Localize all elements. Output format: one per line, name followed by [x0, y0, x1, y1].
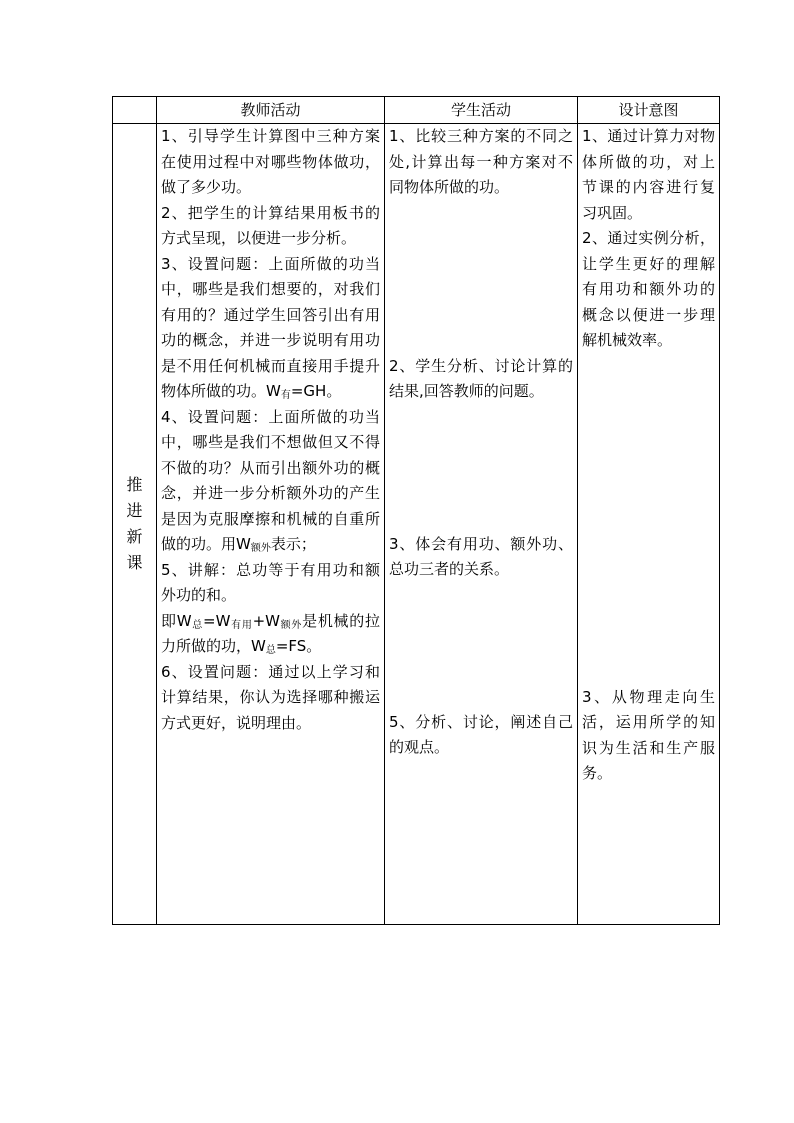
student-item-5: 5、分析、讨论，阐述自己的观点。 [389, 712, 573, 756]
lesson-plan-table [112, 96, 720, 925]
teacher-item-3: 3、设置问题：上面所做的功当中，哪些是我们想要的，对我们有用的？通过学生回答引出有用功的概念，并进一步说明有用功是不用任何机械而直接用手提升物体所做的功。$W_有=GH$。 [161, 254, 380, 401]
table-header-row [113, 97, 720, 124]
design-item-1: 1、通过计算力对物体所做的功，对上节课的内容进行复习巩固。 [582, 127, 715, 222]
teacher-item-1: 1、引导学生计算图中三种方案在使用过程中对哪些物体做功，做了多少功。 [161, 127, 380, 196]
side-label: 推进新课 [126, 474, 143, 572]
teacher-item-6: 6、设置问题：通过以上学习和计算结果，你认为选择哪种搬运方式更好，说明理由。 [161, 662, 380, 732]
teacher-activity-cell [157, 124, 385, 925]
teacher-item-4: 4、设置问题：上面所做的功当中，哪些是我们不想做但又不得不做的功？从而引出额外功的概念，并进一步分析额外功的产生是因为克服摩擦和机械的自重所做的功。用$W_{额外}$表示； [161, 407, 380, 554]
spacer [582, 354, 715, 685]
design-item-3: 3、从物理走向生活，运用所学的知识为生活和生产服务。 [582, 687, 715, 782]
student-item-1: 1、比较三种方案的不同之处,计算出每一种方案对不同物体所做的功。 [389, 127, 573, 196]
side-label-cell [113, 124, 157, 925]
teacher-item-5: 5、讲解：总功等于有用功和额外功的和。 [161, 560, 380, 604]
spacer [389, 405, 573, 532]
header-design-intent: 设计意图 [578, 97, 720, 124]
header-teacher-activity: 教师活动 [157, 97, 385, 124]
header-empty-cell [113, 97, 157, 124]
design-item-2: 2、通过实例分析，让学生更好的理解有用功和额外功的概念以便进一步理解机械效率。 [582, 229, 715, 349]
student-item-3: 3、体会有用功、额外功、总功三者的关系。 [389, 534, 573, 578]
student-item-2: 2、学生分析、讨论计算的结果,回答教师的问题。 [389, 356, 573, 400]
design-intent-cell [578, 124, 720, 925]
header-student-activity: 学生活动 [385, 97, 578, 124]
teacher-item-2: 2、把学生的计算结果用板书的方式呈现，以便进一步分析。 [161, 203, 380, 247]
student-activity-cell [385, 124, 578, 925]
teacher-item-5-formula: 即$W_总=W_{有用}+W_{额外}$是机械的拉力所做的功，$W_总=FS$。 [161, 611, 380, 656]
spacer [389, 583, 573, 710]
table-row-new-lesson [113, 124, 720, 925]
spacer [389, 201, 573, 354]
